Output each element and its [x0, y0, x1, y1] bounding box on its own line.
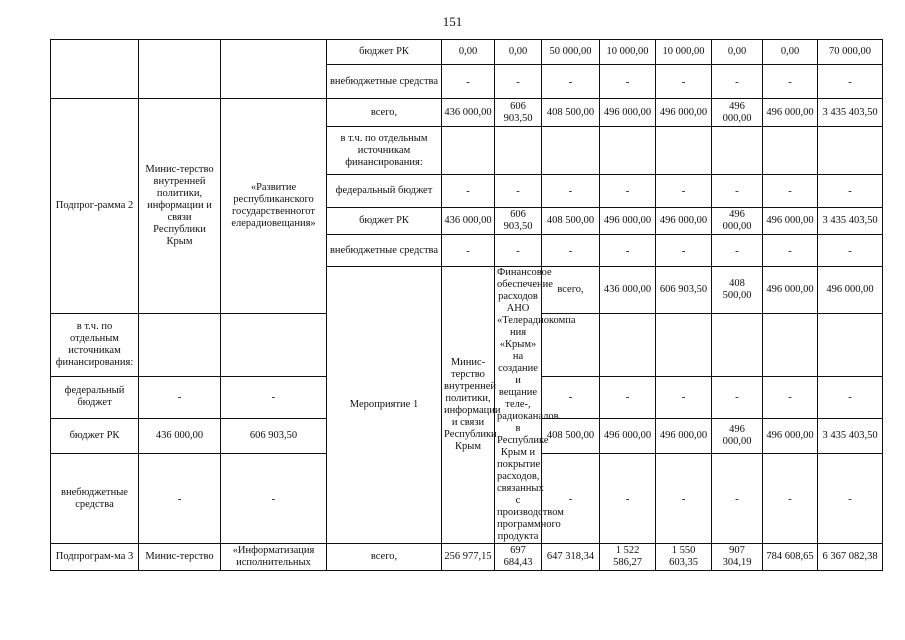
value-cell: 50 000,00	[542, 40, 600, 65]
source-cell: федеральный бюджет	[327, 175, 442, 208]
source-cell: всего,	[542, 267, 600, 314]
value-cell: 496 000,00	[600, 208, 656, 235]
empty-cell	[712, 313, 763, 376]
value-cell: -	[495, 235, 542, 267]
measure-title: Финансовое обеспечение расходов АНО «Телерадиокомпа ния «Крым» на создание и вещание теле-, радиоканалов в Республике Крым и покрытие расходов, связанных с производством программного продукта	[495, 267, 542, 544]
value-cell: -	[542, 175, 600, 208]
value-cell: -	[656, 235, 712, 267]
value-cell: -	[712, 175, 763, 208]
value-cell: 496 000,00	[763, 418, 818, 453]
value-cell: -	[712, 377, 763, 419]
value-cell: -	[442, 235, 495, 267]
value-cell: -	[712, 65, 763, 99]
continued-cell	[139, 40, 221, 99]
executor-cell: Минис-терство	[139, 544, 221, 571]
value-cell: 10 000,00	[656, 40, 712, 65]
value-cell: 436 000,00	[442, 208, 495, 235]
source-cell: бюджет РК	[327, 208, 442, 235]
value-cell: 3 435 403,50	[818, 418, 883, 453]
value-cell: 0,00	[495, 40, 542, 65]
source-cell: бюджет РК	[51, 418, 139, 453]
value-cell: 496 000,00	[600, 99, 656, 127]
value-cell: 647 318,34	[542, 544, 600, 571]
value-cell: -	[542, 454, 600, 544]
value-cell: -	[656, 377, 712, 419]
subprogram-name: Подпрог-рамма 2	[51, 99, 139, 314]
value-cell: -	[600, 65, 656, 99]
executor-cell: Минис-терство внутренней политики, информации и связи Республики Крым	[442, 267, 495, 544]
value-cell: -	[763, 175, 818, 208]
value-cell: -	[818, 235, 883, 267]
subprogram-title: «Информатизация исполнительных	[221, 544, 327, 571]
value-cell: -	[656, 175, 712, 208]
value-cell: 606 903,50	[495, 99, 542, 127]
value-cell: 70 000,00	[818, 40, 883, 65]
value-cell: 496 000,00	[656, 418, 712, 453]
empty-cell	[763, 313, 818, 376]
value-cell: -	[818, 454, 883, 544]
value-cell: 496 000,00	[763, 267, 818, 314]
budget-table	[50, 39, 883, 571]
value-cell: 6 367 082,38	[818, 544, 883, 571]
value-cell: 3 435 403,50	[818, 99, 883, 127]
page-number: 151	[442, 14, 463, 29]
empty-cell	[542, 127, 600, 175]
value-cell: 606 903,50	[656, 267, 712, 314]
value-cell: 1 550 603,35	[656, 544, 712, 571]
empty-cell	[656, 313, 712, 376]
value-cell: -	[542, 65, 600, 99]
source-cell: внебюджетные средства	[51, 454, 139, 544]
value-cell: 606 903,50	[495, 208, 542, 235]
value-cell: -	[656, 65, 712, 99]
value-cell: 496 000,00	[763, 208, 818, 235]
empty-cell	[818, 313, 883, 376]
value-cell: 496 000,00	[712, 99, 763, 127]
value-cell: 0,00	[712, 40, 763, 65]
value-cell: 496 000,00	[600, 418, 656, 453]
value-cell: 697 684,43	[495, 544, 542, 571]
value-cell: 436 000,00	[139, 418, 221, 453]
source-cell: в т.ч. по отдельным источникам финансирования:	[327, 127, 442, 175]
value-cell: -	[221, 377, 327, 419]
value-cell: 436 000,00	[442, 99, 495, 127]
value-cell: -	[442, 65, 495, 99]
value-cell: 408 500,00	[542, 208, 600, 235]
value-cell: -	[542, 235, 600, 267]
value-cell: -	[818, 65, 883, 99]
value-cell: -	[763, 377, 818, 419]
empty-cell	[600, 313, 656, 376]
value-cell: 606 903,50	[221, 418, 327, 453]
table-row	[51, 99, 883, 127]
value-cell: -	[495, 175, 542, 208]
empty-cell	[139, 313, 221, 376]
value-cell: -	[763, 454, 818, 544]
value-cell: 3 435 403,50	[818, 208, 883, 235]
value-cell: 408 500,00	[542, 418, 600, 453]
value-cell: 10 000,00	[600, 40, 656, 65]
value-cell: 496 000,00	[763, 99, 818, 127]
value-cell: 408 500,00	[542, 99, 600, 127]
value-cell: 256 977,15	[442, 544, 495, 571]
value-cell: -	[712, 454, 763, 544]
value-cell: -	[600, 377, 656, 419]
empty-cell	[600, 127, 656, 175]
value-cell: 408 500,00	[712, 267, 763, 314]
measure-name: Мероприятие 1	[327, 267, 442, 544]
value-cell: -	[221, 454, 327, 544]
value-cell: 496 000,00	[818, 267, 883, 314]
value-cell: 496 000,00	[656, 99, 712, 127]
value-cell: 1 522 586,27	[600, 544, 656, 571]
value-cell: -	[139, 454, 221, 544]
value-cell: -	[542, 377, 600, 419]
value-cell: -	[495, 65, 542, 99]
source-cell: бюджет РК	[327, 40, 442, 65]
empty-cell	[221, 313, 327, 376]
source-cell: внебюджетные средства	[327, 65, 442, 99]
subprogram-name: Подпрограм-ма 3	[51, 544, 139, 571]
value-cell: 496 000,00	[656, 208, 712, 235]
value-cell: -	[818, 377, 883, 419]
table-row	[51, 40, 883, 65]
value-cell: -	[600, 454, 656, 544]
empty-cell	[442, 127, 495, 175]
value-cell: -	[600, 235, 656, 267]
source-cell: внебюджетные средства	[327, 235, 442, 267]
continued-cell	[51, 40, 139, 99]
value-cell: -	[600, 175, 656, 208]
value-cell: -	[139, 377, 221, 419]
value-cell: 907 304,19	[712, 544, 763, 571]
table-row	[51, 544, 883, 571]
subprogram-title: «Развитие республиканского государственногот елерадиовещания»	[221, 99, 327, 314]
executor-cell: Минис-терство внутренней политики, информации и связи Республики Крым	[139, 99, 221, 314]
empty-cell	[763, 127, 818, 175]
value-cell: 496 000,00	[712, 418, 763, 453]
continued-cell	[221, 40, 327, 99]
value-cell: -	[763, 235, 818, 267]
value-cell: -	[763, 65, 818, 99]
source-cell: федеральный бюджет	[51, 377, 139, 419]
empty-cell	[712, 127, 763, 175]
value-cell: 436 000,00	[600, 267, 656, 314]
value-cell: 0,00	[442, 40, 495, 65]
value-cell: -	[656, 454, 712, 544]
empty-cell	[495, 127, 542, 175]
value-cell: 496 000,00	[712, 208, 763, 235]
empty-cell	[656, 127, 712, 175]
value-cell: -	[818, 175, 883, 208]
source-cell: в т.ч. по отдельным источникам финансирования:	[51, 313, 139, 376]
empty-cell	[818, 127, 883, 175]
value-cell: 0,00	[763, 40, 818, 65]
value-cell: -	[442, 175, 495, 208]
source-cell: всего,	[327, 544, 442, 571]
source-cell: всего,	[327, 99, 442, 127]
value-cell: 784 608,65	[763, 544, 818, 571]
value-cell: -	[712, 235, 763, 267]
